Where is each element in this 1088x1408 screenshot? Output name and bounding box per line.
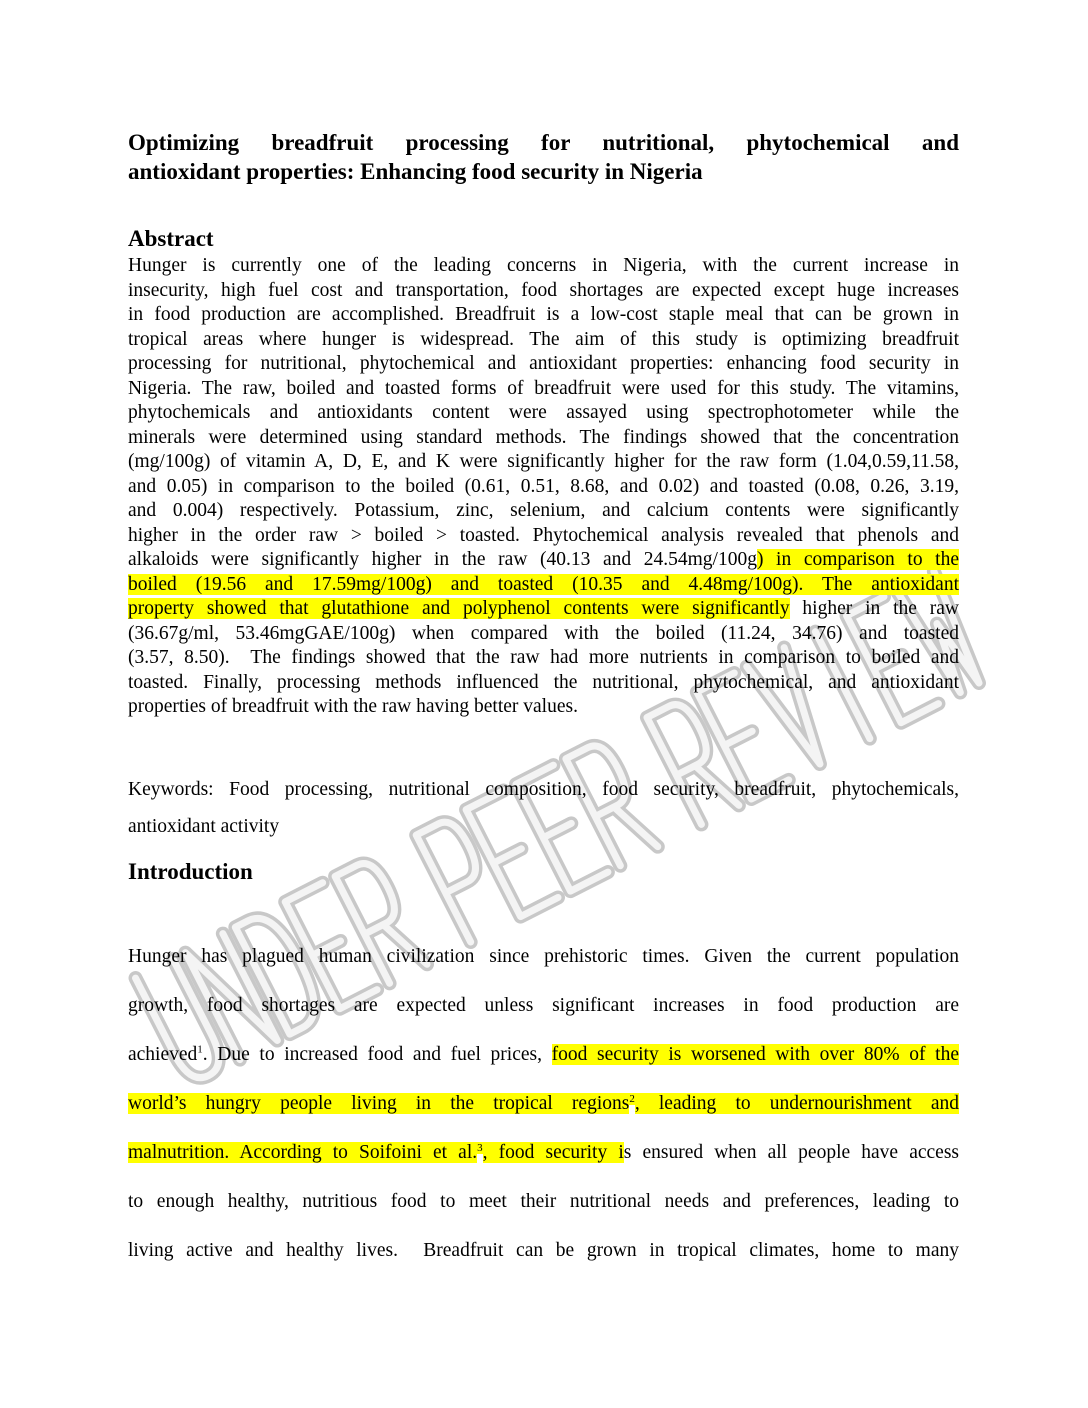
highlighted-text: , leading to undernourishment and <box>634 1093 959 1114</box>
citation-superscript: 3 <box>477 1141 483 1154</box>
text-segment: achieved <box>128 1044 198 1065</box>
abstract-body <box>128 254 959 720</box>
text-segment: and 0.05) in comparison to the boiled (0.61, 0.51, 8.68, and 0.02) and toasted (0.08, 0.26, 3.19, <box>128 475 959 497</box>
text-segment: processing for nutritional, phytochemical and antioxidant properties: enhancing food security in <box>128 353 959 374</box>
text-line <box>128 597 959 622</box>
text-segment: toasted. Finally, processing methods influenced the nutritional, phytochemical, and antioxidant <box>128 671 959 693</box>
text-line <box>128 573 959 598</box>
paper-title <box>128 128 959 186</box>
text-line <box>128 671 959 696</box>
text-line <box>128 524 959 549</box>
text-line <box>128 377 959 402</box>
citation-superscript: 1 <box>197 1043 203 1056</box>
text-line <box>128 1079 959 1128</box>
highlighted-text: food security is worsened with over 80% of the <box>551 1044 959 1065</box>
text-line <box>128 352 959 377</box>
text-segment: antioxidant activity <box>128 816 280 837</box>
text-line <box>128 254 959 279</box>
text-segment: minerals were determined using standard methods. The findings showed that the concentration <box>128 426 959 448</box>
highlighted-text: boiled (19.56 and 17.59mg/100g) and toasted (10.35 and 4.48mg/100g). The antioxidant <box>128 573 959 595</box>
text-line <box>128 981 959 1030</box>
text-line <box>128 808 959 845</box>
text-segment: to enough healthy, nutritious food to meet their nutritional needs and preferences, leading to <box>128 1191 959 1212</box>
text-line <box>128 695 959 720</box>
text-segment: alkaloids were significantly higher in the raw (40.13 and 24.54mg/100g <box>128 549 757 570</box>
text-line <box>128 499 959 524</box>
highlighted-text: malnutrition. According to Soifoini et al. <box>128 1142 478 1163</box>
text-line <box>128 622 959 647</box>
text-segment: insecurity, high fuel cost and transportation, food shortages are expected except huge increases <box>128 279 959 301</box>
highlighted-text: world’s hungry people living in the tropical regions <box>128 1093 630 1114</box>
text-segment: Nigeria. The raw, boiled and toasted forms of breadfruit were used for this study. The vitamins, <box>128 377 959 399</box>
text-line <box>128 548 959 573</box>
text-line <box>128 475 959 500</box>
title-line: Optimizing breadfruit processing for nutritional, phytochemical and <box>128 130 959 155</box>
text-segment: living active and healthy lives. Breadfruit can be grown in tropical climates, home to many <box>128 1240 959 1261</box>
text-segment: Keywords: Food processing, nutritional composition, food security, breadfruit, phytochemicals, <box>128 779 959 800</box>
text-line <box>128 426 959 451</box>
text-segment: higher in the raw <box>789 598 959 619</box>
text-line <box>128 328 959 353</box>
text-line <box>128 932 959 981</box>
text-segment: and 0.004) respectively. Potassium, zinc, selenium, and calcium contents were significantly <box>128 500 959 521</box>
text-segment: in food production are accomplished. Breadfruit is a low-cost staple meal that can be grown in <box>128 304 959 325</box>
text-line <box>128 1226 959 1275</box>
introduction-body <box>128 932 959 1275</box>
text-line <box>128 401 959 426</box>
text-line <box>128 1128 959 1177</box>
text-segment: s ensured when all people have access <box>623 1142 959 1163</box>
text-segment: . Due to increased food and fuel prices, <box>202 1044 552 1065</box>
text-segment: (mg/100g) of vitamin A, D, E, and K were significantly higher for the raw form (1.04,0.59,11.58, <box>128 451 959 472</box>
text-line <box>128 1030 959 1079</box>
abstract-heading: Abstract <box>128 226 214 251</box>
text-segment: Hunger is currently one of the leading concerns in Nigeria, with the current increase in <box>128 255 959 276</box>
text-line <box>128 303 959 328</box>
text-segment: tropical areas where hunger is widespread. The aim of this study is optimizing breadfruit <box>128 328 959 350</box>
text-segment: growth, food shortages are expected unless significant increases in food production are <box>128 995 959 1016</box>
highlighted-text: , food security i <box>482 1142 624 1163</box>
highlighted-text: ) in comparison to the <box>756 549 959 570</box>
introduction-heading: Introduction <box>128 859 253 884</box>
text-line <box>128 1177 959 1226</box>
text-segment: higher in the order raw > boiled > toasted. Phytochemical analysis revealed that phenols and <box>128 524 959 546</box>
highlighted-text: property showed that glutathione and polyphenol contents were significantly <box>128 598 790 619</box>
text-line <box>128 279 959 304</box>
text-segment: (3.57, 8.50). The findings showed that the raw had more nutrients in comparison to boiled and <box>128 647 959 668</box>
citation-superscript: 2 <box>629 1092 635 1105</box>
text-line <box>128 771 959 808</box>
text-segment: (36.67g/ml, 53.46mgGAE/100g) when compared with the boiled (11.24, 34.76) and toasted <box>128 622 959 644</box>
text-segment: phytochemicals and antioxidants content were assayed using spectrophotometer while the <box>128 402 959 423</box>
text-line <box>128 646 959 671</box>
title-line: antioxidant properties: Enhancing food security in Nigeria <box>128 159 703 184</box>
keywords <box>128 771 959 845</box>
text-line <box>128 450 959 475</box>
text-segment: Hunger has plagued human civilization since prehistoric times. Given the current population <box>128 946 959 967</box>
text-segment: properties of breadfruit with the raw having better values. <box>128 696 578 717</box>
